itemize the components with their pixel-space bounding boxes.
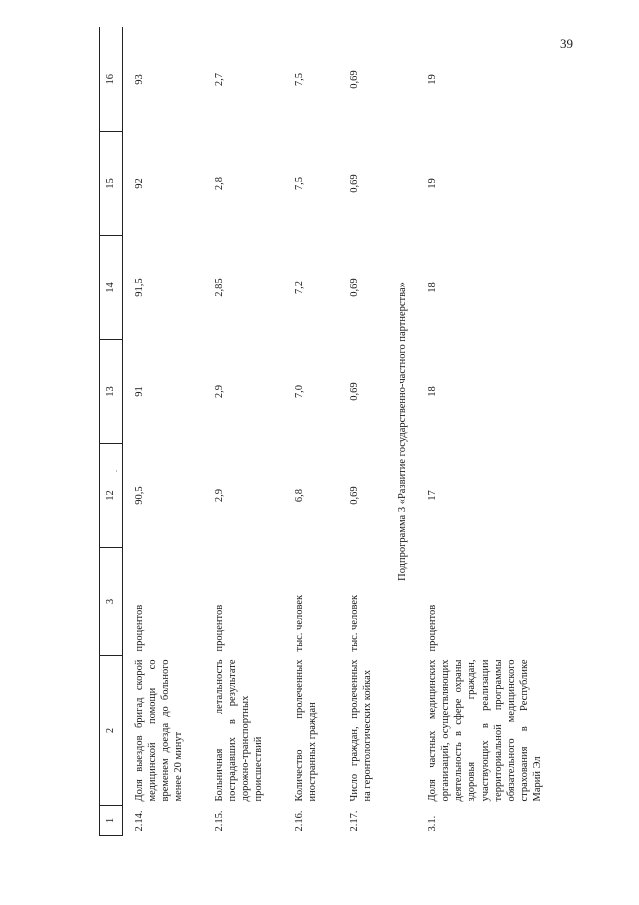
table-header xyxy=(100,28,123,836)
header-col-13: 13 xyxy=(100,340,123,444)
header-col-15: 15 xyxy=(100,132,123,236)
value-col-13: 0,69 xyxy=(349,382,360,401)
header-col-1: 1 xyxy=(100,806,123,836)
table-row-3-1 xyxy=(416,28,544,836)
value-col-15: 7,5 xyxy=(294,176,305,191)
value-col-15: 2,8 xyxy=(214,176,225,191)
value-col-13: 91 xyxy=(134,386,145,397)
row-unit: процентов xyxy=(214,604,225,652)
value-col-15: 92 xyxy=(134,178,145,189)
value-col-12: 90,5 xyxy=(134,486,145,505)
value-col-14: 2,85 xyxy=(214,278,225,297)
row-unit: тыс. человек xyxy=(349,594,360,652)
header-col-16: 16 xyxy=(100,28,123,132)
row-name: Больничная летальность пострадавших в результате дорожно-транспортных происшествий xyxy=(214,659,265,802)
row-unit: процентов xyxy=(427,604,438,652)
value-col-12: 6,8 xyxy=(294,488,305,503)
indicators-table xyxy=(99,28,544,837)
row-name: Число граждан, пролеченных на геронтологических койках xyxy=(349,659,374,802)
value-col-14: 18 xyxy=(427,282,438,293)
value-col-16: 93 xyxy=(134,74,145,85)
row-name: Доля выездов бригад скорой медицинской помощи со временем доезда до больного менее 20 минут xyxy=(134,659,185,802)
value-col-12: 0,69 xyxy=(349,486,360,505)
value-col-16: 0,69 xyxy=(349,70,360,89)
row-id: 2.16. xyxy=(294,810,305,832)
header-col-2: 2 xyxy=(100,656,123,806)
table-row-2-16 xyxy=(283,28,338,836)
value-col-13: 7,0 xyxy=(294,384,305,399)
row-name: Доля частных медицинских организаций, осуществляющих деятельность в сфере охраны здоровья граждан, участвующих в реализации территориальной программы обязательного медицинского страхования в Республике Марий Эл xyxy=(427,659,543,802)
value-col-13: 2,9 xyxy=(214,384,225,399)
value-col-16: 7,5 xyxy=(294,72,305,87)
row-id: 2.14. xyxy=(134,810,145,832)
value-col-12: 2,9 xyxy=(214,488,225,503)
value-col-14: 7,2 xyxy=(294,280,305,295)
row-id: 3.1. xyxy=(427,815,438,832)
rotated-table-container xyxy=(99,28,543,836)
value-col-14: 91,5 xyxy=(134,278,145,297)
header-col-14: 14 xyxy=(100,236,123,340)
row-name: Количество пролеченных иностранных граждан xyxy=(294,659,319,802)
value-col-12: 17 xyxy=(427,490,438,501)
value-col-16: 2,7 xyxy=(214,72,225,87)
row-id: 2.15. xyxy=(214,810,225,832)
table-row-2-15 xyxy=(203,28,283,836)
subprogram-row xyxy=(396,28,416,836)
row-unit: тыс. человек xyxy=(294,594,305,652)
table-row-2-17 xyxy=(338,28,396,836)
row-unit: процентов xyxy=(134,604,145,652)
value-col-15: 0,69 xyxy=(349,174,360,193)
header-col-3: 3 xyxy=(100,548,123,656)
value-col-15: 19 xyxy=(427,178,438,189)
page-number: 39 xyxy=(560,36,573,51)
subprogram-title: Подпрограмма 3 «Развитие государственно-частного партнерства» xyxy=(397,282,408,581)
table-row-2-14 xyxy=(123,28,204,836)
header-col-12: 12 xyxy=(100,444,123,548)
row-id: 2.17. xyxy=(349,810,360,832)
value-col-13: 18 xyxy=(427,386,438,397)
value-col-16: 19 xyxy=(427,74,438,85)
value-col-14: 0,69 xyxy=(349,278,360,297)
